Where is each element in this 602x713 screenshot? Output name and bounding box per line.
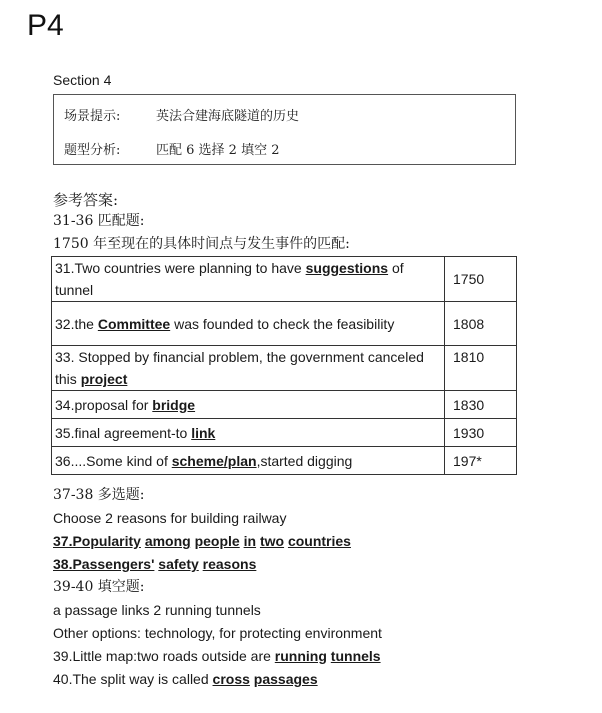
- year-cell: 197*: [445, 447, 517, 475]
- event-answer: Committee: [97, 315, 171, 332]
- choice-heading: 37-38 多选题:: [53, 487, 145, 503]
- page-title: P4: [27, 9, 64, 42]
- matching-row: [52, 257, 517, 302]
- question-type-row: [64, 139, 280, 158]
- answer-word: among: [144, 533, 191, 549]
- matching-table: [51, 256, 517, 475]
- question-39-text: 39.Little map:two roads outside are: [53, 648, 275, 664]
- section-label: Section 4: [53, 72, 112, 88]
- event-answer: suggestions: [305, 260, 389, 276]
- matching-row: [52, 391, 517, 419]
- choice-question: Choose 2 reasons for building railway: [53, 510, 287, 526]
- question-40-text: 40.The split way is called: [53, 671, 213, 687]
- event-text: 36....Some kind of: [55, 452, 172, 469]
- event-text: 34.proposal for: [55, 396, 153, 413]
- question-40: [53, 670, 318, 688]
- event-answer: scheme/plan: [171, 452, 257, 469]
- event-cell: [52, 302, 445, 346]
- answer-37: [53, 532, 351, 550]
- year-cell: 1830: [445, 391, 517, 419]
- matching-row: [52, 447, 517, 475]
- answers-heading: 参考答案:: [53, 191, 119, 209]
- answer-word: safety: [158, 556, 199, 572]
- year-cell: 1810: [445, 346, 517, 391]
- answer-word: 38.Passengers': [53, 556, 155, 572]
- scene-value: 英法合建海底隧道的历史: [156, 109, 300, 124]
- event-cell: [52, 346, 445, 391]
- answer-word: passages: [253, 671, 318, 687]
- event-cell: [52, 447, 445, 475]
- event-text-suffix: ,started digging: [256, 452, 353, 469]
- year-cell: 1930: [445, 419, 517, 447]
- event-text-suffix: was founded to check the feasibility: [170, 315, 395, 332]
- event-text: 33. Stopped by financial problem, the government canceled this: [55, 349, 424, 387]
- matching-subheading: 1750 年至现在的具体时间点与发生事件的匹配:: [53, 236, 350, 252]
- question-39-answer: [275, 648, 381, 664]
- matching-row: [52, 346, 517, 391]
- scene-label: 场景提示:: [64, 109, 121, 124]
- event-text: 35.final agreement-to: [55, 424, 192, 441]
- event-cell: [52, 419, 445, 447]
- event-text: 31.Two countries were planning to have: [55, 260, 306, 276]
- scene-row: [64, 105, 300, 124]
- event-cell: [52, 257, 445, 302]
- event-answer: link: [191, 424, 216, 441]
- year-cell: 1750: [445, 257, 517, 302]
- year-cell: 1808: [445, 302, 517, 346]
- fill-line-2: Other options: technology, for protecting environment: [53, 625, 382, 641]
- answer-word: running: [274, 648, 327, 664]
- event-cell: [52, 391, 445, 419]
- answer-word: in: [243, 533, 257, 549]
- event-text-suffix: of tunnel: [55, 260, 404, 298]
- matching-row: [52, 419, 517, 447]
- event-answer: bridge: [152, 396, 196, 413]
- fill-line-1: a passage links 2 running tunnels: [53, 602, 261, 618]
- question-type-label: 题型分析:: [64, 143, 121, 158]
- answer-word: people: [194, 533, 240, 549]
- answer-word: two: [259, 533, 285, 549]
- question-40-answer: [213, 671, 318, 687]
- event-answer: project: [80, 371, 128, 387]
- answer-word: tunnels: [330, 648, 381, 664]
- answer-word: reasons: [202, 556, 257, 572]
- answer-word: countries: [287, 533, 351, 549]
- question-type-value: 匹配 6 选择 2 填空 2: [156, 143, 280, 158]
- scene-box: [53, 94, 516, 165]
- answer-38: [53, 555, 256, 573]
- answer-word: cross: [212, 671, 250, 687]
- matching-row: [52, 302, 517, 346]
- event-text: 32.the: [55, 315, 98, 332]
- matching-heading: 31-36 匹配题:: [53, 213, 145, 229]
- question-39: [53, 647, 381, 665]
- fill-heading: 39-40 填空题:: [53, 579, 145, 595]
- answer-word: 37.Popularity: [53, 533, 141, 549]
